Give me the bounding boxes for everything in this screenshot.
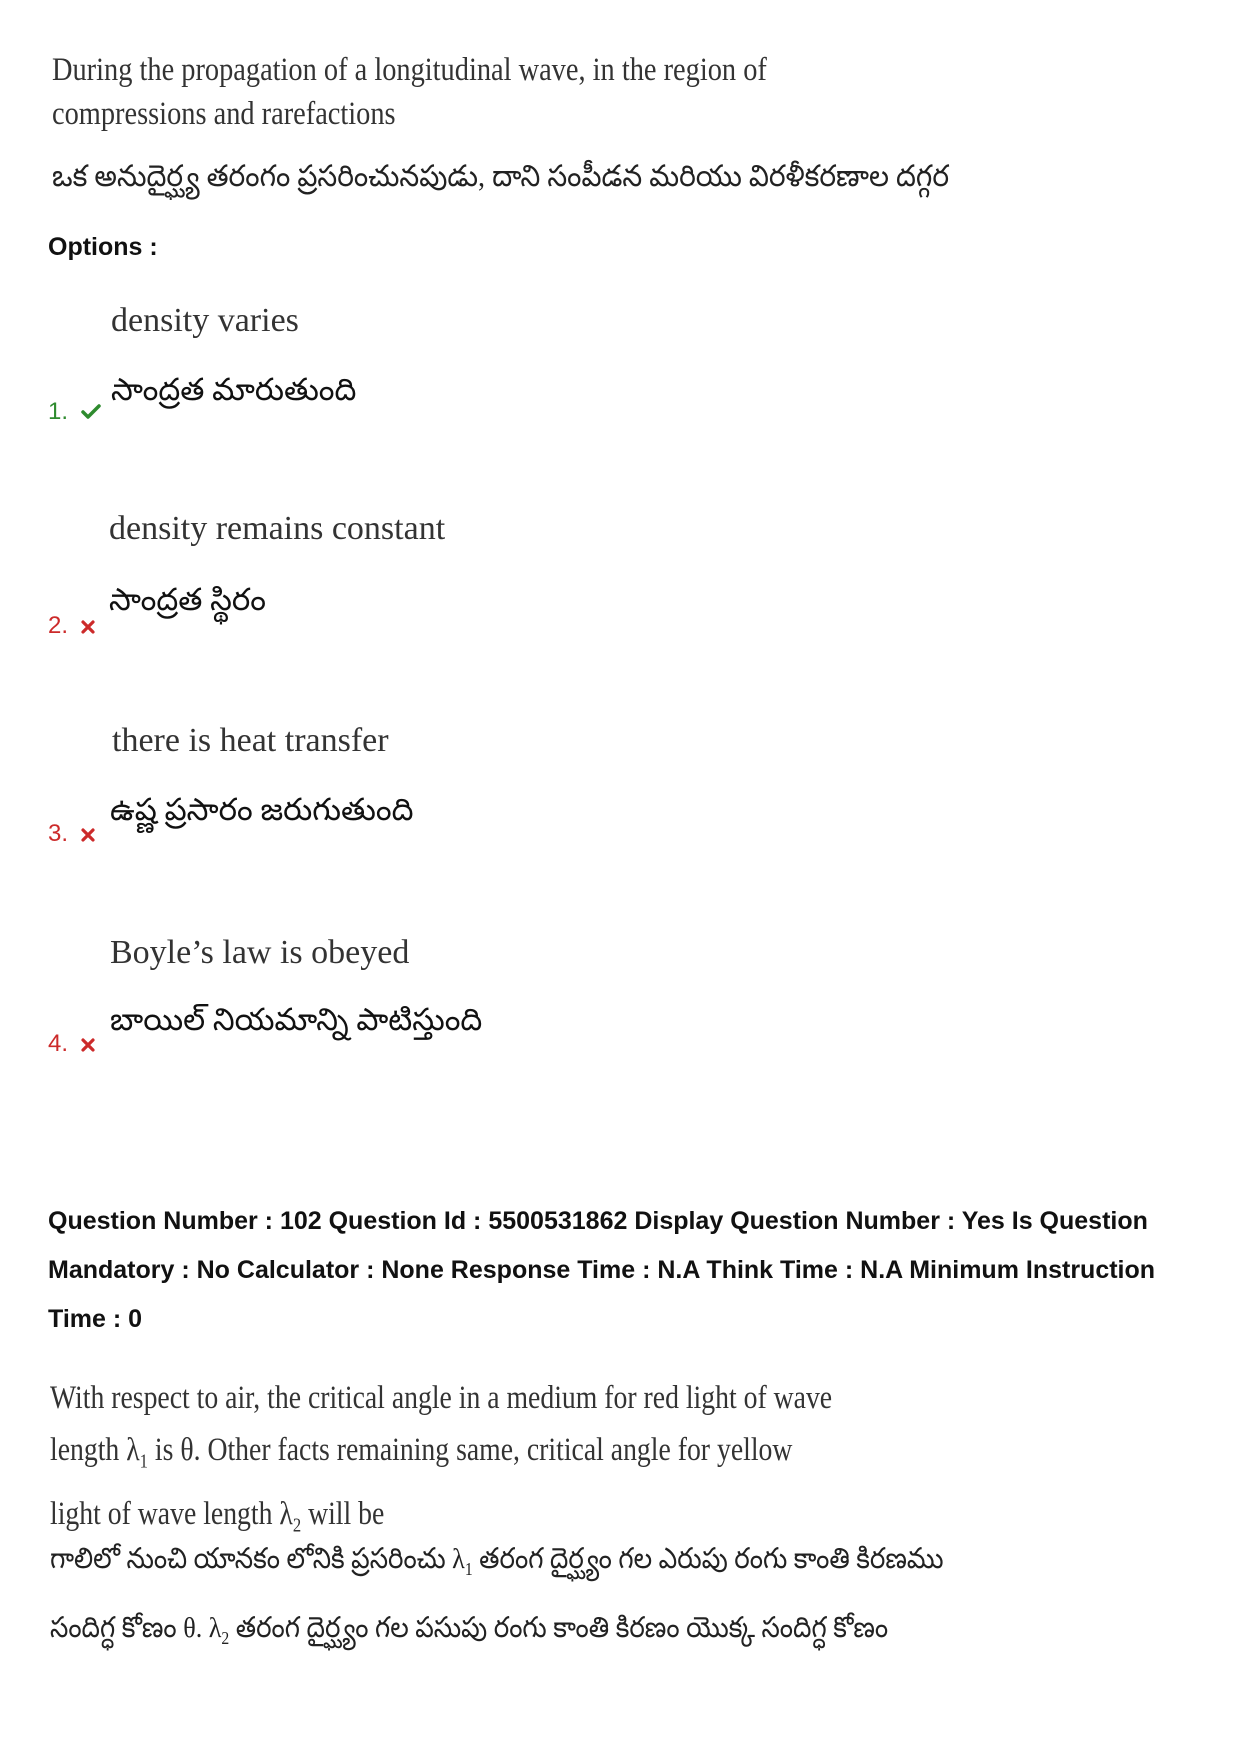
option-3-text-telugu: ఉష్ణ ప్రసారం జరుగుతుంది	[110, 792, 414, 827]
q2-te1-part1: గాలిలో నుంచి యానకం లోనికి ప్రసరించు λ	[50, 1543, 465, 1575]
option-4-number: 4.	[48, 1030, 69, 1057]
question-text-telugu: ఒక అనుదైర్ఘ్య తరంగం ప్రసరించునపుడు, దాని సంపీడన మరియు విరళీకరణాల దగ్గర	[52, 160, 950, 193]
lambda-1-subscript: 1	[139, 1450, 148, 1473]
option-2-text-telugu: సాంద్రత స్థిరం	[109, 582, 266, 617]
question-text-english: During the propagation of a longitudinal wave, in the region of compressions and rarefactions	[52, 52, 767, 132]
option-2-marker[interactable]	[48, 612, 95, 641]
option-3-number: 3.	[48, 820, 69, 847]
option-2-number: 2.	[48, 612, 69, 639]
option-4-text-telugu: బాయిల్ నియమాన్ని పాటిస్తుంది	[110, 1002, 483, 1037]
q2-te2-part1: సందిగ్ధ కోణం θ. λ	[50, 1612, 222, 1644]
q2-te1-part2: తరంగ దైర్ఘ్యం గల ఎరుపు రంగు కాంతి కిరణము	[472, 1543, 944, 1575]
option-3-marker[interactable]	[48, 820, 95, 849]
option-1-text-english: density varies	[111, 302, 299, 339]
cross-icon	[81, 613, 95, 641]
q2-en-part1: With respect to air, the critical angle in a medium for red light of wave length λ	[50, 1380, 833, 1468]
option-4-marker[interactable]	[48, 1030, 95, 1059]
option-4-text-english: Boyle’s law is obeyed	[110, 934, 410, 971]
option-1-number: 1.	[48, 398, 69, 425]
q2-te2-part2: తరంగ దైర్ఘ్యం గల పసుపు రంగు కాంతి కిరణం యొక్క సందిగ్ధ కోణం	[229, 1612, 889, 1644]
question-metadata: Question Number : 102 Question Id : 5500531862 Display Question Number : Yes Is Question Mandatory : No Calculator : None Response Time : N.A Think Time : N.A Minimum Instruction Time : 0	[48, 1207, 1156, 1333]
q2-te1-subscript: 1	[464, 1558, 473, 1579]
q2-en-part3: will be	[301, 1495, 385, 1532]
options-label: Options :	[48, 233, 158, 261]
option-1-marker[interactable]	[48, 398, 101, 427]
option-1-text-telugu: సాంద్రత మారుతుంది	[111, 372, 357, 407]
option-2-text-english: density remains constant	[109, 510, 446, 547]
question-2-text-telugu-line1	[50, 1543, 944, 1583]
q2-te2-subscript: 2	[221, 1627, 230, 1648]
check-icon	[81, 399, 101, 427]
question-2-text-telugu-line2	[50, 1612, 888, 1652]
lambda-2-subscript: 2	[292, 1514, 302, 1537]
cross-icon	[81, 1031, 95, 1059]
option-3-text-english: there is heat transfer	[112, 722, 389, 759]
question-2-text-english	[50, 1372, 840, 1551]
cross-icon	[81, 821, 95, 849]
q2-en-part2: is θ. Other facts remaining same, critical angle for yellow light of wave length λ	[50, 1432, 793, 1532]
